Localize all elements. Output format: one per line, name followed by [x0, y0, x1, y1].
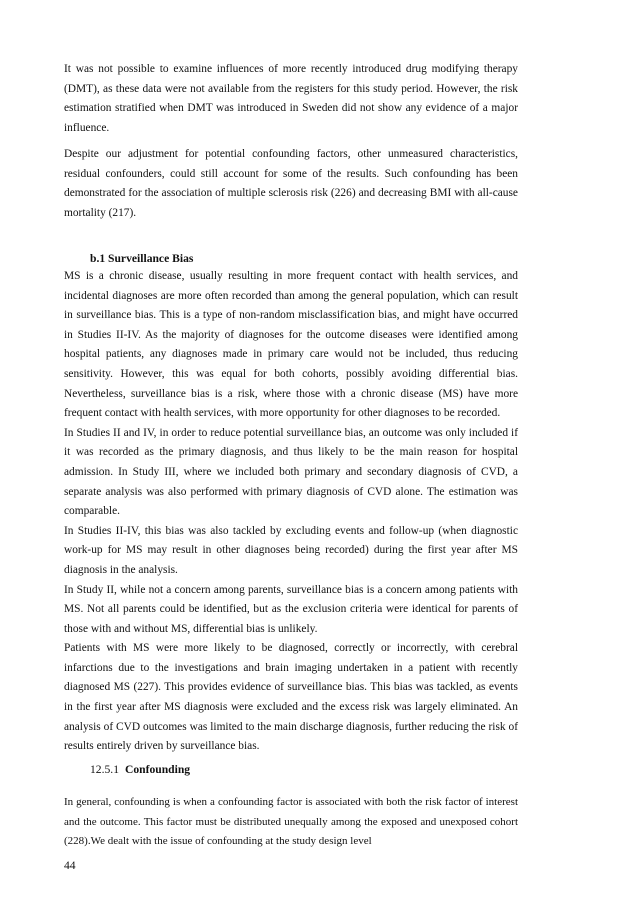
paragraph-confounders: Despite our adjustment for potential confounding factors, other unmeasured characteristics, residual confounders, could still account for some of the results. Such confounding has been demonstrated for the association of multiple sclerosis risk (226) and decreasing BMI with all-cause mortality (217).: [64, 148, 518, 219]
paragraph-b1-5: Patients with MS were more likely to be diagnosed, correctly or incorrectly, with cerebral infarctions due to the investigations and brain imaging undertaken in a patient with recently diagnosed MS (227). This provides evidence of surveillance bias. This bias was tackled, as events in the first year after MS diagnosis were excluded and the excess risk was largely eliminated. An analysis of CVD outcomes was limited to the main discharge diagnosis, further reducing the risk of results entirely driven by surveillance bias.: [64, 642, 518, 753]
surveillance-bias-body: [64, 267, 518, 757]
section-heading-surveillance-bias: b.1 Surveillance Bias: [90, 252, 194, 265]
paragraph-confounding: In general, confounding is when a confounding factor is associated with both the risk factor of interest and the outcome. This factor must be distributed unequally among the exposed and unexposed cohort (228).We dealt with the issue of confounding at the study design level: [64, 796, 518, 848]
section-title: Confounding: [124, 763, 191, 776]
paragraph-b1-1: MS is a chronic disease, usually resulting in more frequent contact with health services, and incidental diagnoses are more often recorded than among the general population, which can result in surveillance bias. This is a type of non-random misclassification bias, and might have occurred in Studies II-IV. As the majority of diagnoses for the outcome diseases were identified among hospital patients, any diagnoses made in primary care would not be included, thus reducing sensitivity. However, this was equal for both cohorts, possibly avoiding differential bias. Nevertheless, surveillance bias is a risk, where those with a chronic disease (MS) have more frequent contact with health services, with more opportunity for other diagnoses to be recorded.: [64, 270, 518, 420]
paragraph-dmt: It was not possible to examine influences of more recently introduced drug modifying therapy (DMT), as these data were not available from the registers for this study period. However, the risk estimation stratified when DMT was introduced in Sweden did not show any evidence of a major influence.: [64, 63, 518, 134]
paragraph-b1-3: In Studies II-IV, this bias was also tackled by excluding events and follow-up (when diagnostic work-up for MS may result in other diagnoses being recorded) during the first year after MS diagnosis in the analysis.: [64, 524, 518, 576]
paragraph-b1-2: In Studies II and IV, in order to reduce potential surveillance bias, an outcome was only included if it was recorded as the primary diagnosis, and thus likely to be the main reason for hospital admission. In Study III, where we included both primary and secondary diagnosis of CVD, a separate analysis was also performed with primary diagnosis of CVD alone. The estimation was comparable.: [64, 426, 518, 518]
section-heading-confounding: [90, 761, 190, 779]
page-number: 44: [64, 859, 76, 872]
paragraph-b1-4: In Study II, while not a concern among parents, surveillance bias is a concern among patients with MS. Not all parents could be identified, but as the exclusion criteria were identical for parents of those with and without MS, differential bias is unlikely.: [64, 583, 518, 635]
section-number: 12.5.1: [90, 763, 119, 776]
